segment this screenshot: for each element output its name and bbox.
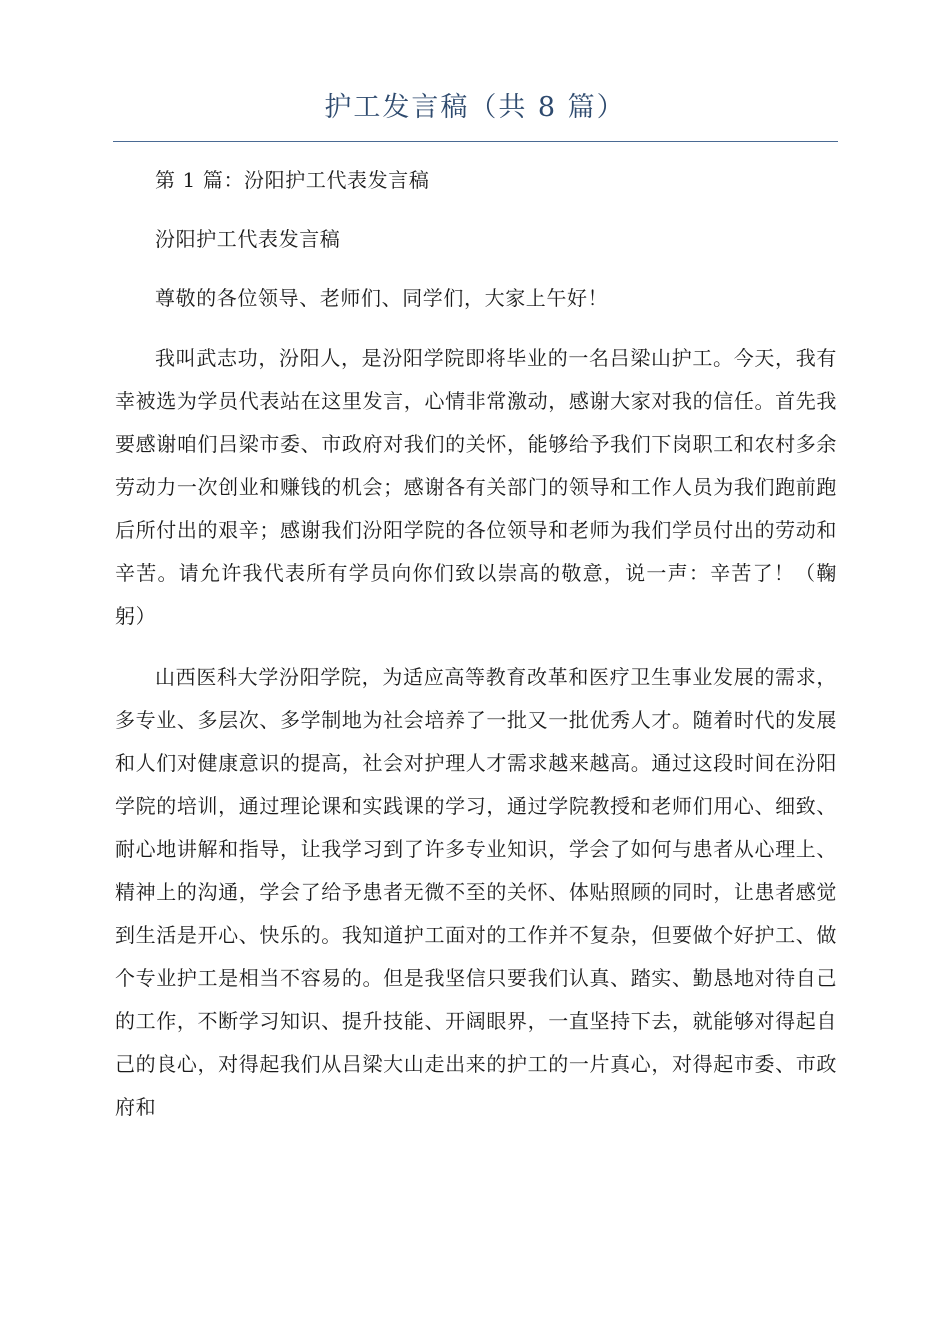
greeting: 尊敬的各位领导、老师们、同学们，大家上午好！ [155, 286, 609, 310]
document-title: 护工发言稿（共 8 篇） [324, 92, 626, 123]
chapter-heading: 第 1 篇：汾阳护工代表发言稿 [155, 168, 430, 192]
speech-title: 汾阳护工代表发言稿 [155, 227, 341, 251]
body-paragraph: 山西医科大学汾阳学院，为适应高等教育改革和医疗卫生事业发展的需求，多专业、多层次、多学制地为社会培养了一批又一批优秀人才。随着时代的发展和人们对健康意识的提高，社会对护理人才需求越来越高。通过这段时间在汾阳学院的培训，通过理论课和实践课的学习，通过学院教授和老师们用心、细致、耐心地讲解和指导，让我学习到了许多专业知识，学会了如何与患者从心理上、精神上的沟通，学会了给予患者无微不至的关怀、体贴照顾的同时，让患者感觉到生活是开心、快乐的。我知道护工面对的工作并不复杂，但要做个好护工、做个专业护工是相当不容易的。但是我坚信只要我们认真、踏实、勤恳地对待自己的工作，不断学习知识、提升技能、开阔眼界，一直坚持下去，就能够对得起自己的良心，对得起我们从吕梁大山走出来的护工的一片真心，对得起市委、市政府和 [115, 665, 837, 1119]
document-body [115, 160, 837, 1147]
body-paragraph: 我叫武志功，汾阳人，是汾阳学院即将毕业的一名吕梁山护工。今天，我有幸被选为学员代表站在这里发言，心情非常激动，感谢大家对我的信任。首先我要感谢咱们吕梁市委、市政府对我们的关怀，能够给予我们下岗职工和农村多余劳动力一次创业和赚钱的机会；感谢各有关部门的领导和工作人员为我们跑前跑后所付出的艰辛；感谢我们汾阳学院的各位领导和老师为我们学员付出的劳动和辛苦。请允许我代表所有学员向你们致以崇高的敬意，说一声：辛苦了！（鞠躬） [115, 346, 837, 628]
title-divider [113, 141, 838, 142]
